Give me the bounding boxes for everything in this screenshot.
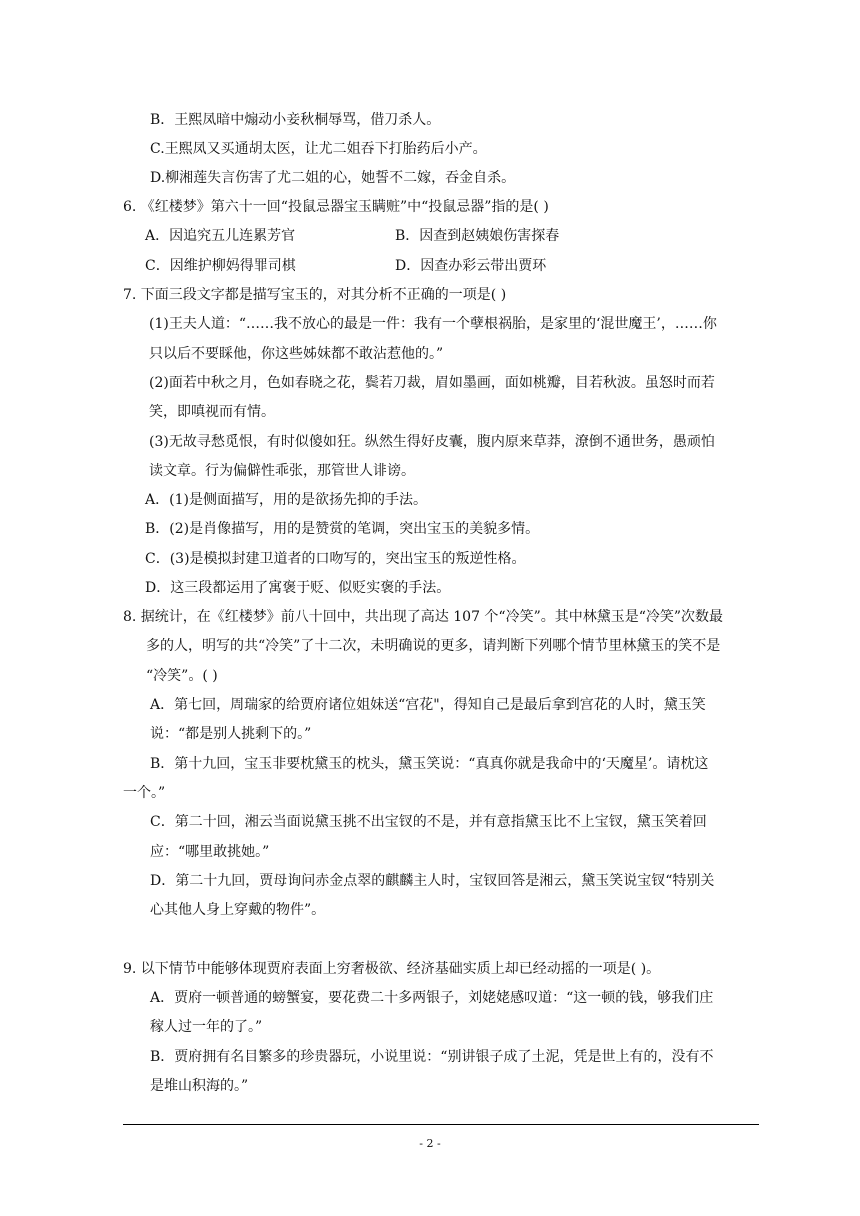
q7-option-a: A．(1)是侧面描写，用的是欲扬先抑的手法。 [145,492,427,508]
q6-stem: 6. 《红楼梦》第六十一回“投鼠忌器宝玉瞒赃”中“投鼠忌器”指的是( ) [123,199,549,215]
q5-option-b: B．王熙凤暗中煽动小妾秋桐辱骂，借刀杀人。 [150,112,441,128]
footer-rule [123,1124,759,1125]
q6-option-b: B．因查到赵姨娘伤害探春 [395,228,560,244]
q8-option-b-line-2: 一个。” [123,785,166,801]
q8-option-d-line-2: 心其他人身上穿戴的物件”。 [150,902,326,918]
q7-passage-1-line-1: (1)王夫人道：“……我不放心的最是一件：我有一个孽根祸胎，是家里的‘混世魔王’，……你 [149,316,717,332]
q7-passage-1-line-2: 只以后不要睬他，你这些姊妹都不敢沾惹他的。” [149,346,444,362]
q9-option-a-line-1: A．贾府一顿普通的螃蟹宴，要花费二十多两银子，刘姥姥感叹道：“这一顿的钱，够我们庄 [150,990,714,1006]
q8-option-c-line-1: C．第二十回，湘云当面说黛玉挑不出宝钗的不是，并有意指黛玉比不上宝钗，黛玉笑着回 [150,814,707,830]
q9-option-a-line-2: 稼人过一年的了。” [150,1019,263,1035]
q9-option-b-line-2: 是堆山积海的。” [150,1078,249,1094]
q7-option-d: D．这三段都运用了寓褒于贬、似贬实褒的手法。 [145,580,451,596]
q7-passage-3-line-2: 读文章。行为偏僻性乖张，那管世人诽谤。 [149,463,415,479]
q5-option-c: C.王熙凤又买通胡太医，让尤二姐吞下打胎药后小产。 [150,141,487,157]
q7-stem: 7. 下面三段文字都是描写宝玉的，对其分析不正确的一项是( ) [123,287,507,303]
q8-stem-line-2: 多的人，明写的共“冷笑”了十二次，未明确说的更多，请判断下列哪个情节里林黛玉的笑不是 [146,638,721,654]
q7-option-b: B．(2)是肖像描写，用的是赞赏的笔调，突出宝玉的美貌多情。 [145,521,540,537]
q8-stem-line-3: “冷笑”。( ) [146,668,218,684]
q7-passage-3-line-1: (3)无故寻愁觅恨，有时似傻如狂。纵然生得好皮囊，腹内原来草莽，潦倒不通世务，愚顽怕 [149,434,715,450]
q7-passage-2-line-1: (2)面若中秋之月，色如春晓之花，鬓若刀裁，眉如墨画，面如桃瓣，目若秋波。虽怒时而若 [149,375,715,391]
q7-passage-2-line-2: 笑，即嗔视而有情。 [149,404,275,420]
q8-option-d-line-1: D．第二十九回，贾母询问赤金点翠的麒麟主人时，宝钗回答是湘云，黛玉笑说宝钗“特别关 [150,873,715,889]
q6-option-a: A．因追究五儿连累芳官 [145,228,296,244]
q8-option-b-line-1: B．第十九回，宝玉非要枕黛玉的枕头，黛玉笑说：“真真你就是我命中的‘天魔星’。请枕这 [150,756,709,772]
q8-option-a-line-2: 说：“都是别人挑剩下的。” [150,726,312,742]
q8-stem-line-1: 8. 据统计，在《红楼梦》前八十回中，共出现了高达 107 个“冷笑”。其中林黛玉是“冷笑”次数最 [123,609,724,625]
q6-option-d: D．因查办彩云带出贾环 [395,258,547,274]
q7-option-c: C．(3)是模拟封建卫道者的口吻写的，突出宝玉的叛逆性格。 [145,551,526,567]
page-number: - 2 - [419,1137,441,1150]
q9-stem: 9. 以下情节中能够体现贾府表面上穷奢极欲、经济基础实质上却已经动摇的一项是( )。 [123,961,661,977]
q5-option-d: D.柳湘莲失言伤害了尤二姐的心，她誓不二嫁，吞金自杀。 [150,170,516,186]
q9-option-b-line-1: B．贾府拥有名目繁多的珍贵器玩，小说里说：“别讲银子成了土泥，凭是世上有的，没有不 [150,1049,714,1065]
q8-option-c-line-2: 应：“哪里敢挑她。” [150,844,270,860]
q6-option-c: C．因维护柳妈得罪司棋 [145,258,296,274]
q8-option-a-line-1: A．第七回，周瑞家的给贾府诸位姐妹送“宫花"，得知自己是最后拿到宫花的人时，黛玉笑 [150,697,706,713]
